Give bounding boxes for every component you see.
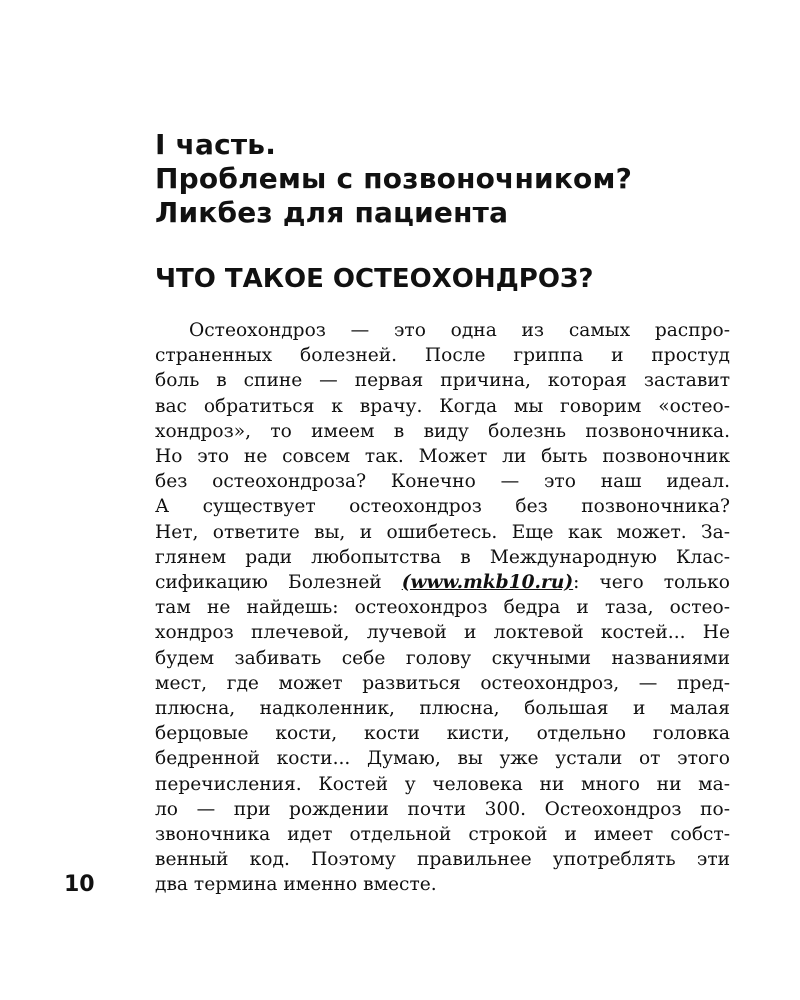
part-heading bbox=[155, 128, 755, 230]
text-line-with-link bbox=[155, 570, 730, 595]
text-line: мест, где может развиться остеохондроз, — пред- bbox=[155, 672, 730, 694]
text-line: страненных болезней. После гриппа и простуд bbox=[155, 345, 730, 367]
text-line: хондроз плечевой, лучевой и локтевой костей... Не bbox=[155, 622, 730, 644]
text-line: Нет, ответите вы, и ошибетесь. Еще как может. За- bbox=[155, 521, 730, 543]
text-line: будем забивать себе голову скучными названиями bbox=[155, 647, 730, 669]
text-line: вас обратиться к врачу. Когда мы говорим «остео- bbox=[155, 395, 730, 417]
text-line: боль в спине — первая причина, которая заставит bbox=[155, 370, 730, 392]
text-line: перечисления. Костей у человека ни много ни ма- bbox=[155, 773, 730, 795]
text-line: два термина именно вместе. bbox=[155, 874, 437, 896]
text-line: плюсна, надколенник, плюсна, большая и малая bbox=[155, 698, 730, 720]
part-heading-title-line-1: Проблемы с позвоночником? bbox=[155, 162, 633, 195]
text-line: там не найдешь: остеохондроз бедра и таза, остео- bbox=[155, 597, 730, 619]
body-paragraph bbox=[155, 318, 730, 898]
section-title: ЧТО ТАКОЕ ОСТЕОХОНДРОЗ? bbox=[155, 264, 594, 294]
text-line: бедренной кости... Думаю, вы уже устали от этого bbox=[155, 748, 730, 770]
text-fragment: сификацию Болезней bbox=[155, 572, 402, 594]
text-line: ло — при рождении почти 300. Остеохондроз по- bbox=[155, 798, 730, 820]
text-line: хондроз», то имеем в виду болезнь позвоночника. bbox=[155, 420, 730, 442]
text-line: А существует остеохондроз без позвоночника? bbox=[155, 496, 730, 518]
text-line: берцовые кости, кости кисти, отдельно головка bbox=[155, 723, 730, 745]
text-line: без остеохондроза? Конечно — это наш идеал. bbox=[155, 471, 730, 493]
text-line: звоночника идет отдельной строкой и имеет собст- bbox=[155, 824, 730, 846]
page-number: 10 bbox=[64, 872, 95, 897]
part-heading-title-line-2: Ликбез для пациента bbox=[155, 196, 509, 229]
part-heading-part: I часть. bbox=[155, 128, 277, 161]
text-line: глянем ради любопытства в Международную Клас- bbox=[155, 546, 730, 568]
text-line: Но это не совсем так. Может ли быть позвоночник bbox=[155, 446, 730, 468]
text-line: венный код. Поэтому правильнее употреблять эти bbox=[155, 849, 730, 871]
text-line: Остеохондроз — это одна из самых распро- bbox=[189, 320, 730, 341]
mkb10-link[interactable]: (www.mkb10.ru) bbox=[401, 572, 574, 594]
text-fragment: : чего только bbox=[573, 572, 730, 594]
